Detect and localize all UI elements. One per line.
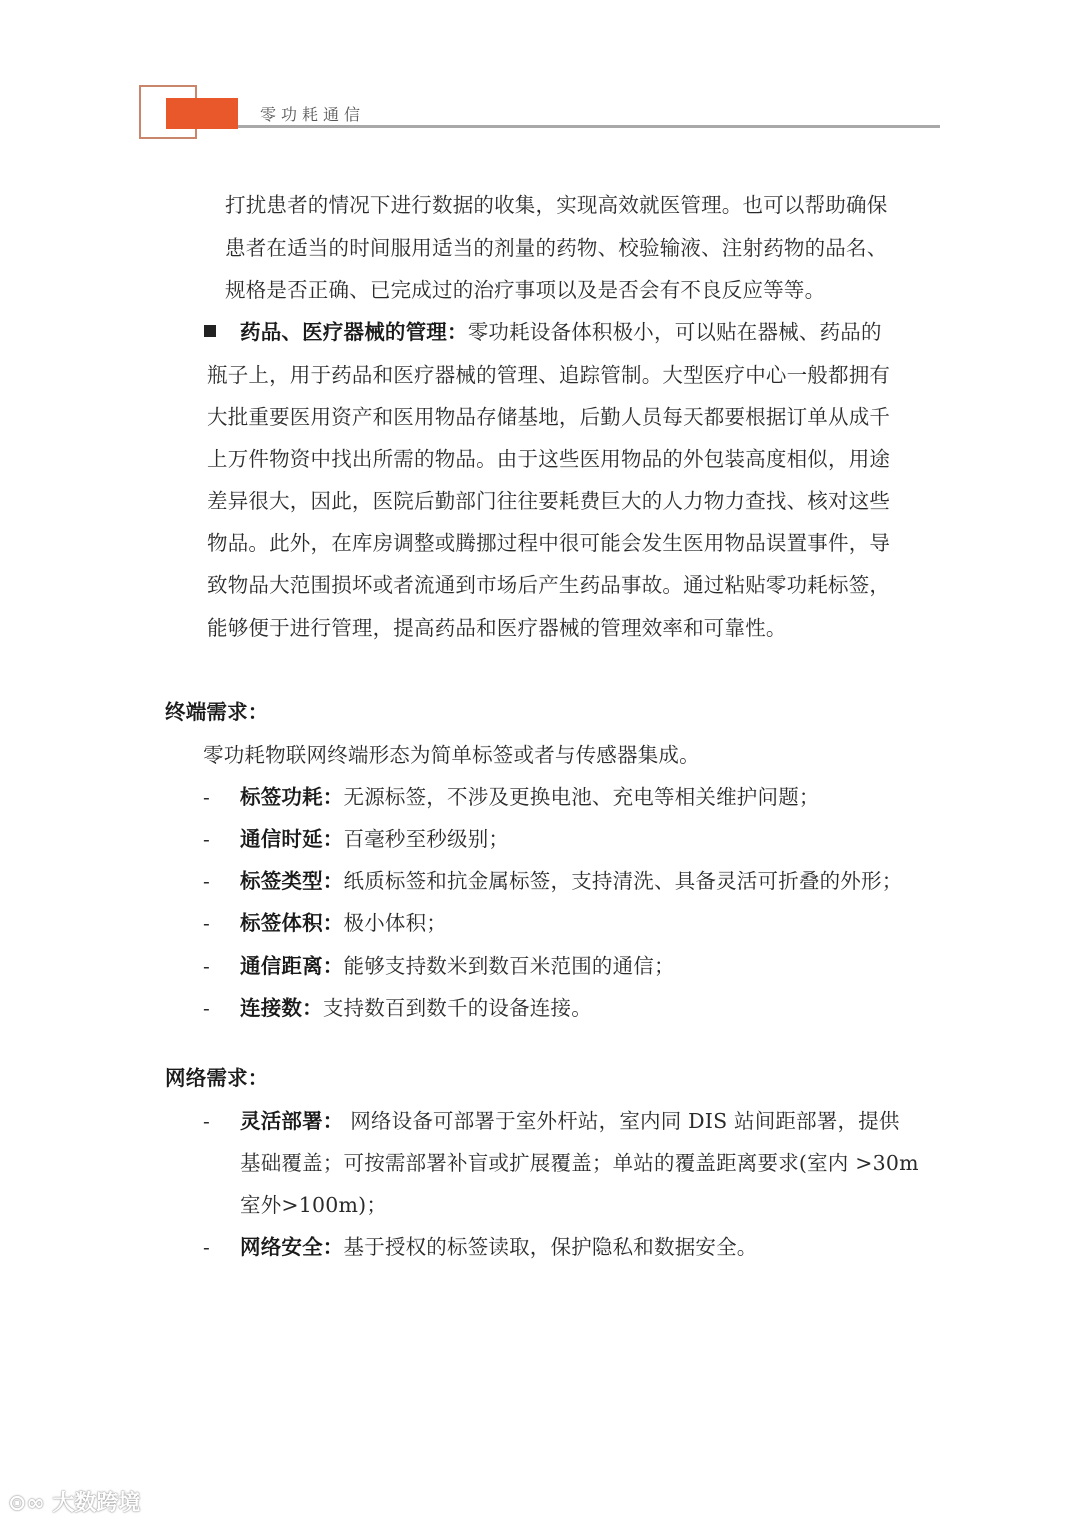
watermark-logo xyxy=(8,1486,140,1517)
item-text: 支持数百到数千的设备连接。 xyxy=(322,996,592,1020)
dash-bullet: - xyxy=(203,1235,210,1259)
header-orange-block xyxy=(166,98,238,129)
bullet-text: 零功耗设备体积极小，可以贴在器械、药品的 xyxy=(467,320,882,344)
heading-text: 网络需求： xyxy=(165,1066,269,1090)
header-rule xyxy=(238,125,940,128)
item-label: 标签类型： xyxy=(240,869,344,893)
item-label: 通信距离： xyxy=(240,954,344,978)
list-item xyxy=(240,1109,900,1133)
paragraph-line: 致物品大范围损坏或者流通到市场后产生药品事故。通过粘贴零功耗标签， xyxy=(207,573,891,597)
bullet-label: 药品、医疗器械的管理： xyxy=(240,320,468,344)
paragraph-line: 打扰患者的情况下进行数据的收集，实现高效就医管理。也可以帮助确保 xyxy=(225,193,888,217)
list-item-continuation: 基础覆盖；可按需部署补盲或扩展覆盖；单站的覆盖距离要求(室内 >30m xyxy=(240,1151,919,1175)
paragraph-line: 能够便于进行管理，提高药品和医疗器械的管理效率和可靠性。 xyxy=(207,616,787,640)
paragraph-line: 规格是否正确、已完成过的治疗事项以及是否会有不良反应等等。 xyxy=(225,278,826,302)
list-item xyxy=(240,785,820,809)
item-label: 连接数： xyxy=(240,996,323,1020)
square-bullet-icon xyxy=(204,325,216,337)
paragraph-line: 上万件物资中找出所需的物品。由于这些医用物品的外包装高度相似，用途 xyxy=(207,447,891,471)
item-text: 百毫秒至秒级别； xyxy=(343,827,510,851)
item-label: 通信时延： xyxy=(240,827,344,851)
list-item xyxy=(240,911,447,935)
dash-bullet: - xyxy=(203,869,210,893)
dash-bullet: - xyxy=(203,954,210,978)
watermark-icon: ⊙∞ xyxy=(8,1491,53,1516)
item-text: 基于授权的标签读取，保护隐私和数据安全。 xyxy=(343,1235,758,1259)
item-text: 能够支持数米到数百米范围的通信； xyxy=(343,954,675,978)
list-item xyxy=(240,1235,758,1259)
dash-bullet: - xyxy=(203,827,210,851)
item-label: 网络安全： xyxy=(240,1235,344,1259)
list-item xyxy=(240,954,675,978)
dash-bullet: - xyxy=(203,1109,210,1133)
paragraph-line: 患者在适当的时间服用适当的剂量的药物、校验输液、注射药物的品名、 xyxy=(225,236,888,260)
item-label: 标签功耗： xyxy=(240,785,344,809)
heading-text: 终端需求： xyxy=(165,700,269,724)
item-text: 网络设备可部署于室外杆站，室内同 DIS 站间距部署，提供 xyxy=(343,1109,900,1133)
running-header-title: 零功耗通信 xyxy=(260,105,366,124)
paragraph-line: 物品。此外，在库房调整或腾挪过程中很可能会发生医用物品误置事件，导 xyxy=(207,531,891,555)
list-item xyxy=(240,996,592,1020)
list-item xyxy=(240,869,902,893)
dash-bullet: - xyxy=(203,911,210,935)
item-label: 灵活部署： xyxy=(240,1109,344,1133)
bullet-first-line xyxy=(240,320,882,344)
paragraph-line: 差异很大，因此，医院后勤部门往往要耗费巨大的人力物力查找、核对这些 xyxy=(207,489,891,513)
item-text: 无源标签，不涉及更换电池、充电等相关维护问题； xyxy=(343,785,820,809)
item-text: 纸质标签和抗金属标签，支持清洗、具备灵活可折叠的外形； xyxy=(343,869,903,893)
dash-bullet: - xyxy=(203,996,210,1020)
section-heading-network xyxy=(165,1066,269,1090)
watermark-text: 大数跨境 xyxy=(52,1491,141,1516)
terminal-intro: 零功耗物联网终端形态为简单标签或者与传感器集成。 xyxy=(203,743,700,767)
item-label: 标签体积： xyxy=(240,911,344,935)
paragraph-line: 瓶子上，用于药品和医疗器械的管理、追踪管制。大型医疗中心一般都拥有 xyxy=(207,363,891,387)
item-text: 极小体积； xyxy=(343,911,447,935)
paragraph-line: 大批重要医用资产和医用物品存储基地，后勤人员每天都要根据订单从成千 xyxy=(207,405,891,429)
dash-bullet: - xyxy=(203,785,210,809)
list-item-continuation: 室外>100m)； xyxy=(240,1193,388,1217)
list-item xyxy=(240,827,509,851)
section-heading-terminal xyxy=(165,700,269,724)
